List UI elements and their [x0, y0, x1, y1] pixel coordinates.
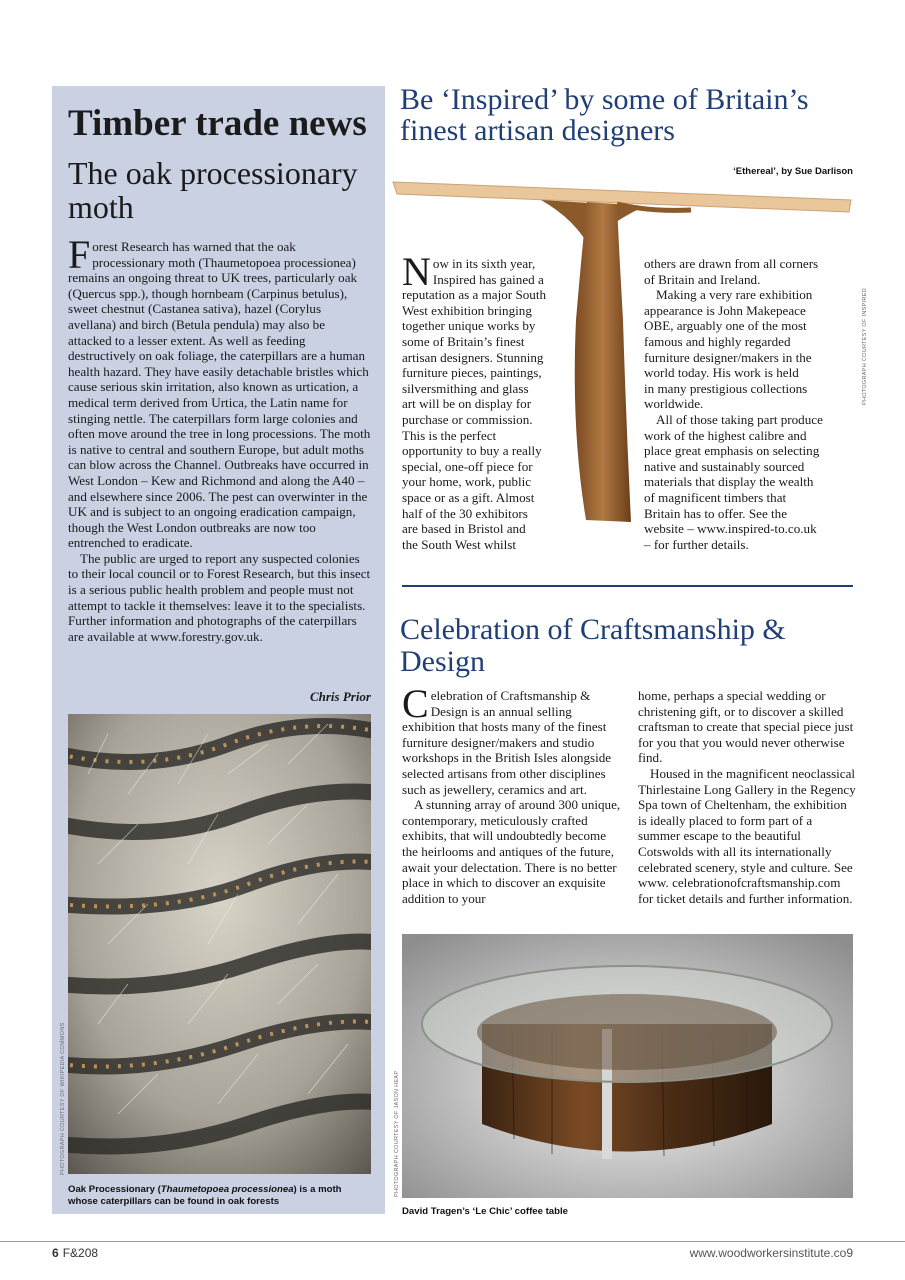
- text-line: reputation as a major South: [402, 287, 546, 303]
- coffee-table-caption: David Tragen’s ‘Le Chic’ coffee table: [402, 1206, 568, 1217]
- text-line: website – www.inspired-to.co.uk: [644, 521, 817, 537]
- page-footer-left: [52, 1246, 98, 1260]
- celebration-paragraph-2: A stunning array of around 300 unique, contemporary, meticulously crafted exhibits, that will undoubtedly become the heirlooms and antiques of the future, await your delectation. There is no better place in which to discover an exquisite addition to your: [402, 797, 621, 906]
- celebration-paragraph-3: home, perhaps a special wedding or christening gift, or to discover a skilled craftsman to create that special piece just for you that you would never otherwise find.: [638, 688, 854, 766]
- text-line: together unique works by: [402, 318, 536, 334]
- inspired-column-1: [402, 249, 572, 552]
- text-line: special, one-off piece for: [402, 458, 533, 474]
- text-line: the South West whilst: [402, 536, 517, 552]
- text-line: materials that display the wealth: [644, 474, 814, 490]
- inspired-headline: Be ‘Inspired’ by some of Britain’s finest artisan designers: [400, 83, 809, 147]
- text-line: your home, work, public: [402, 474, 532, 490]
- caterpillar-photo: [68, 714, 371, 1174]
- issue-number: F&208: [62, 1246, 99, 1260]
- text-line: opportunity to buy a really: [402, 443, 542, 459]
- moth-article-body: [68, 232, 371, 644]
- text-line: purchase or commission.: [402, 411, 533, 427]
- footer-website: www.woodworkersinstitute.co9: [689, 1246, 853, 1260]
- text-line: silversmithing and glass: [402, 380, 529, 396]
- text-line: Britain has to offer. See the: [644, 505, 788, 521]
- section-title: Timber trade news: [68, 103, 367, 144]
- moth-paragraph-2: The public are urged to report any suspected colonies to their local council or to Forest Research, but this insect is a serious public health problem and people must not attempt to tackle it themselves: leave it to the specialists. Further information and photographs of the caterpillars are available at www.forestry.gov.uk.: [68, 550, 371, 644]
- text-line: some of Britain’s finest: [402, 333, 525, 349]
- text-line: art will be on display for: [402, 396, 532, 412]
- text-line: of Britain and Ireland.: [644, 271, 761, 287]
- text-line: Inspired has gained a: [432, 271, 544, 287]
- moth-paragraph-1: orest Research has warned that the oak processionary moth (Thaumetopoea processionea) remains an ongoing threat to UK trees, particularly oak (Quercus spp.), though hornbeam (Carpinus betulus), sweet chestnut (Castanea sativa), hazel (Corylus avellana) and birch (Betula pendula) may also be attacked to a lesser extent. As well as feeding destructively on oak foliage, the caterpillars are a human health hazard. They have easily detachable bristles which cause serious skin irritation, also known as urtication, a medical term derived from Urtica, the Latin name for stinging nettle. The caterpillars form large colonies and often move around the tree in long processions. The moth is native to central and southern Europe, but adult moths can blow across the Channel. Outbreaks have occurred in West London – Kew and Richmond and along the A40 – and elsewhere since 2006. The pest can overwinter in the UK and is subject to an ongoing eradication campaign, though the West London outbreaks are now too entrenched to eradicate.: [68, 239, 371, 551]
- celebration-paragraph-4: Housed in the magnificent neoclassical Thirlestaine Long Gallery in the Regency Spa town of Cheltenham, the exhibition is ideally placed to form part of a summer escape to the beautiful Cotswolds with all its internationally celebrated scenery, style and culture. See www. celebrationofcraftsmanship.com for ticket details and further information.: [638, 765, 856, 906]
- photo-credit-inspired: PHOTOGRAPH COURTESY OF INSPIRED: [862, 288, 868, 405]
- text-line: work of the highest calibre and: [644, 427, 807, 443]
- text-line: appearance is John Makepeace: [644, 302, 806, 318]
- text-line: famous and highly regarded: [644, 333, 791, 349]
- text-line: half of the 30 exhibitors: [402, 505, 528, 521]
- footer-rule: [0, 1241, 905, 1242]
- text-line: are based in Bristol and: [402, 521, 526, 537]
- text-line: All of those taking part produce: [656, 411, 823, 427]
- text-line: others are drawn from all corners: [644, 256, 819, 271]
- text-line: furniture designer/makers in the: [644, 349, 812, 365]
- text-line: place great emphasis on selecting: [644, 443, 820, 459]
- le-chic-coffee-table-photo: [402, 934, 853, 1198]
- celebration-headline: Celebration of Craftsmanship & Design: [400, 613, 786, 678]
- text-line: OBE, arguably one of the most: [644, 318, 807, 334]
- drop-cap: F: [68, 232, 91, 277]
- text-line: in many prestigious collections: [644, 380, 808, 396]
- article-title-moth: The oak processionary moth: [68, 155, 358, 225]
- inspired-column-2: [644, 256, 854, 552]
- text-line: native and sustainably sourced: [644, 458, 805, 474]
- text-line: This is the perfect: [402, 427, 497, 443]
- drop-cap: N: [402, 249, 431, 294]
- celebration-paragraph-1: elebration of Craftsmanship & Design is an annual selling exhibition that hosts many of the finest furniture designer/makers and studio workshops in the British Isles alongside selected artisans from other disciplines such as jewellery, ceramics and art.: [402, 688, 612, 797]
- caterpillar-photo-caption: Oak Processionary (Thaumetopoea processionea) is a moth whose caterpillars can be found in oak forests: [68, 1184, 342, 1207]
- text-line: artisan designers. Stunning: [402, 349, 544, 365]
- text-line: furniture pieces, paintings,: [402, 365, 542, 381]
- celebration-column-2: [638, 688, 856, 906]
- author-byline: Chris Prior: [309, 689, 371, 704]
- text-line: world today. His work is held: [644, 365, 799, 381]
- photo-credit-wikipedia: PHOTOGRAPH COURTESY OF WIKIPEDIA COMMONS: [60, 1022, 66, 1175]
- text-line: worldwide.: [644, 396, 704, 412]
- text-line: West exhibition bringing: [402, 302, 532, 318]
- text-line: ow in its sixth year,: [432, 256, 536, 271]
- celebration-column-1: [402, 681, 622, 906]
- text-line: space or as a gift. Almost: [402, 489, 535, 505]
- text-line: Making a very rare exhibition: [656, 287, 813, 303]
- ethereal-caption: ‘Ethereal’, by Sue Darlison: [733, 166, 853, 177]
- photo-credit-jason-heap: PHOTOGRAPH COURTESY OF JASON HEAP: [394, 1070, 400, 1197]
- text-line: of magnificent timbers that: [644, 489, 787, 505]
- section-divider: [402, 585, 853, 587]
- page-number: 6: [52, 1246, 59, 1260]
- text-line: – for further details.: [644, 536, 749, 552]
- drop-cap: C: [402, 681, 429, 726]
